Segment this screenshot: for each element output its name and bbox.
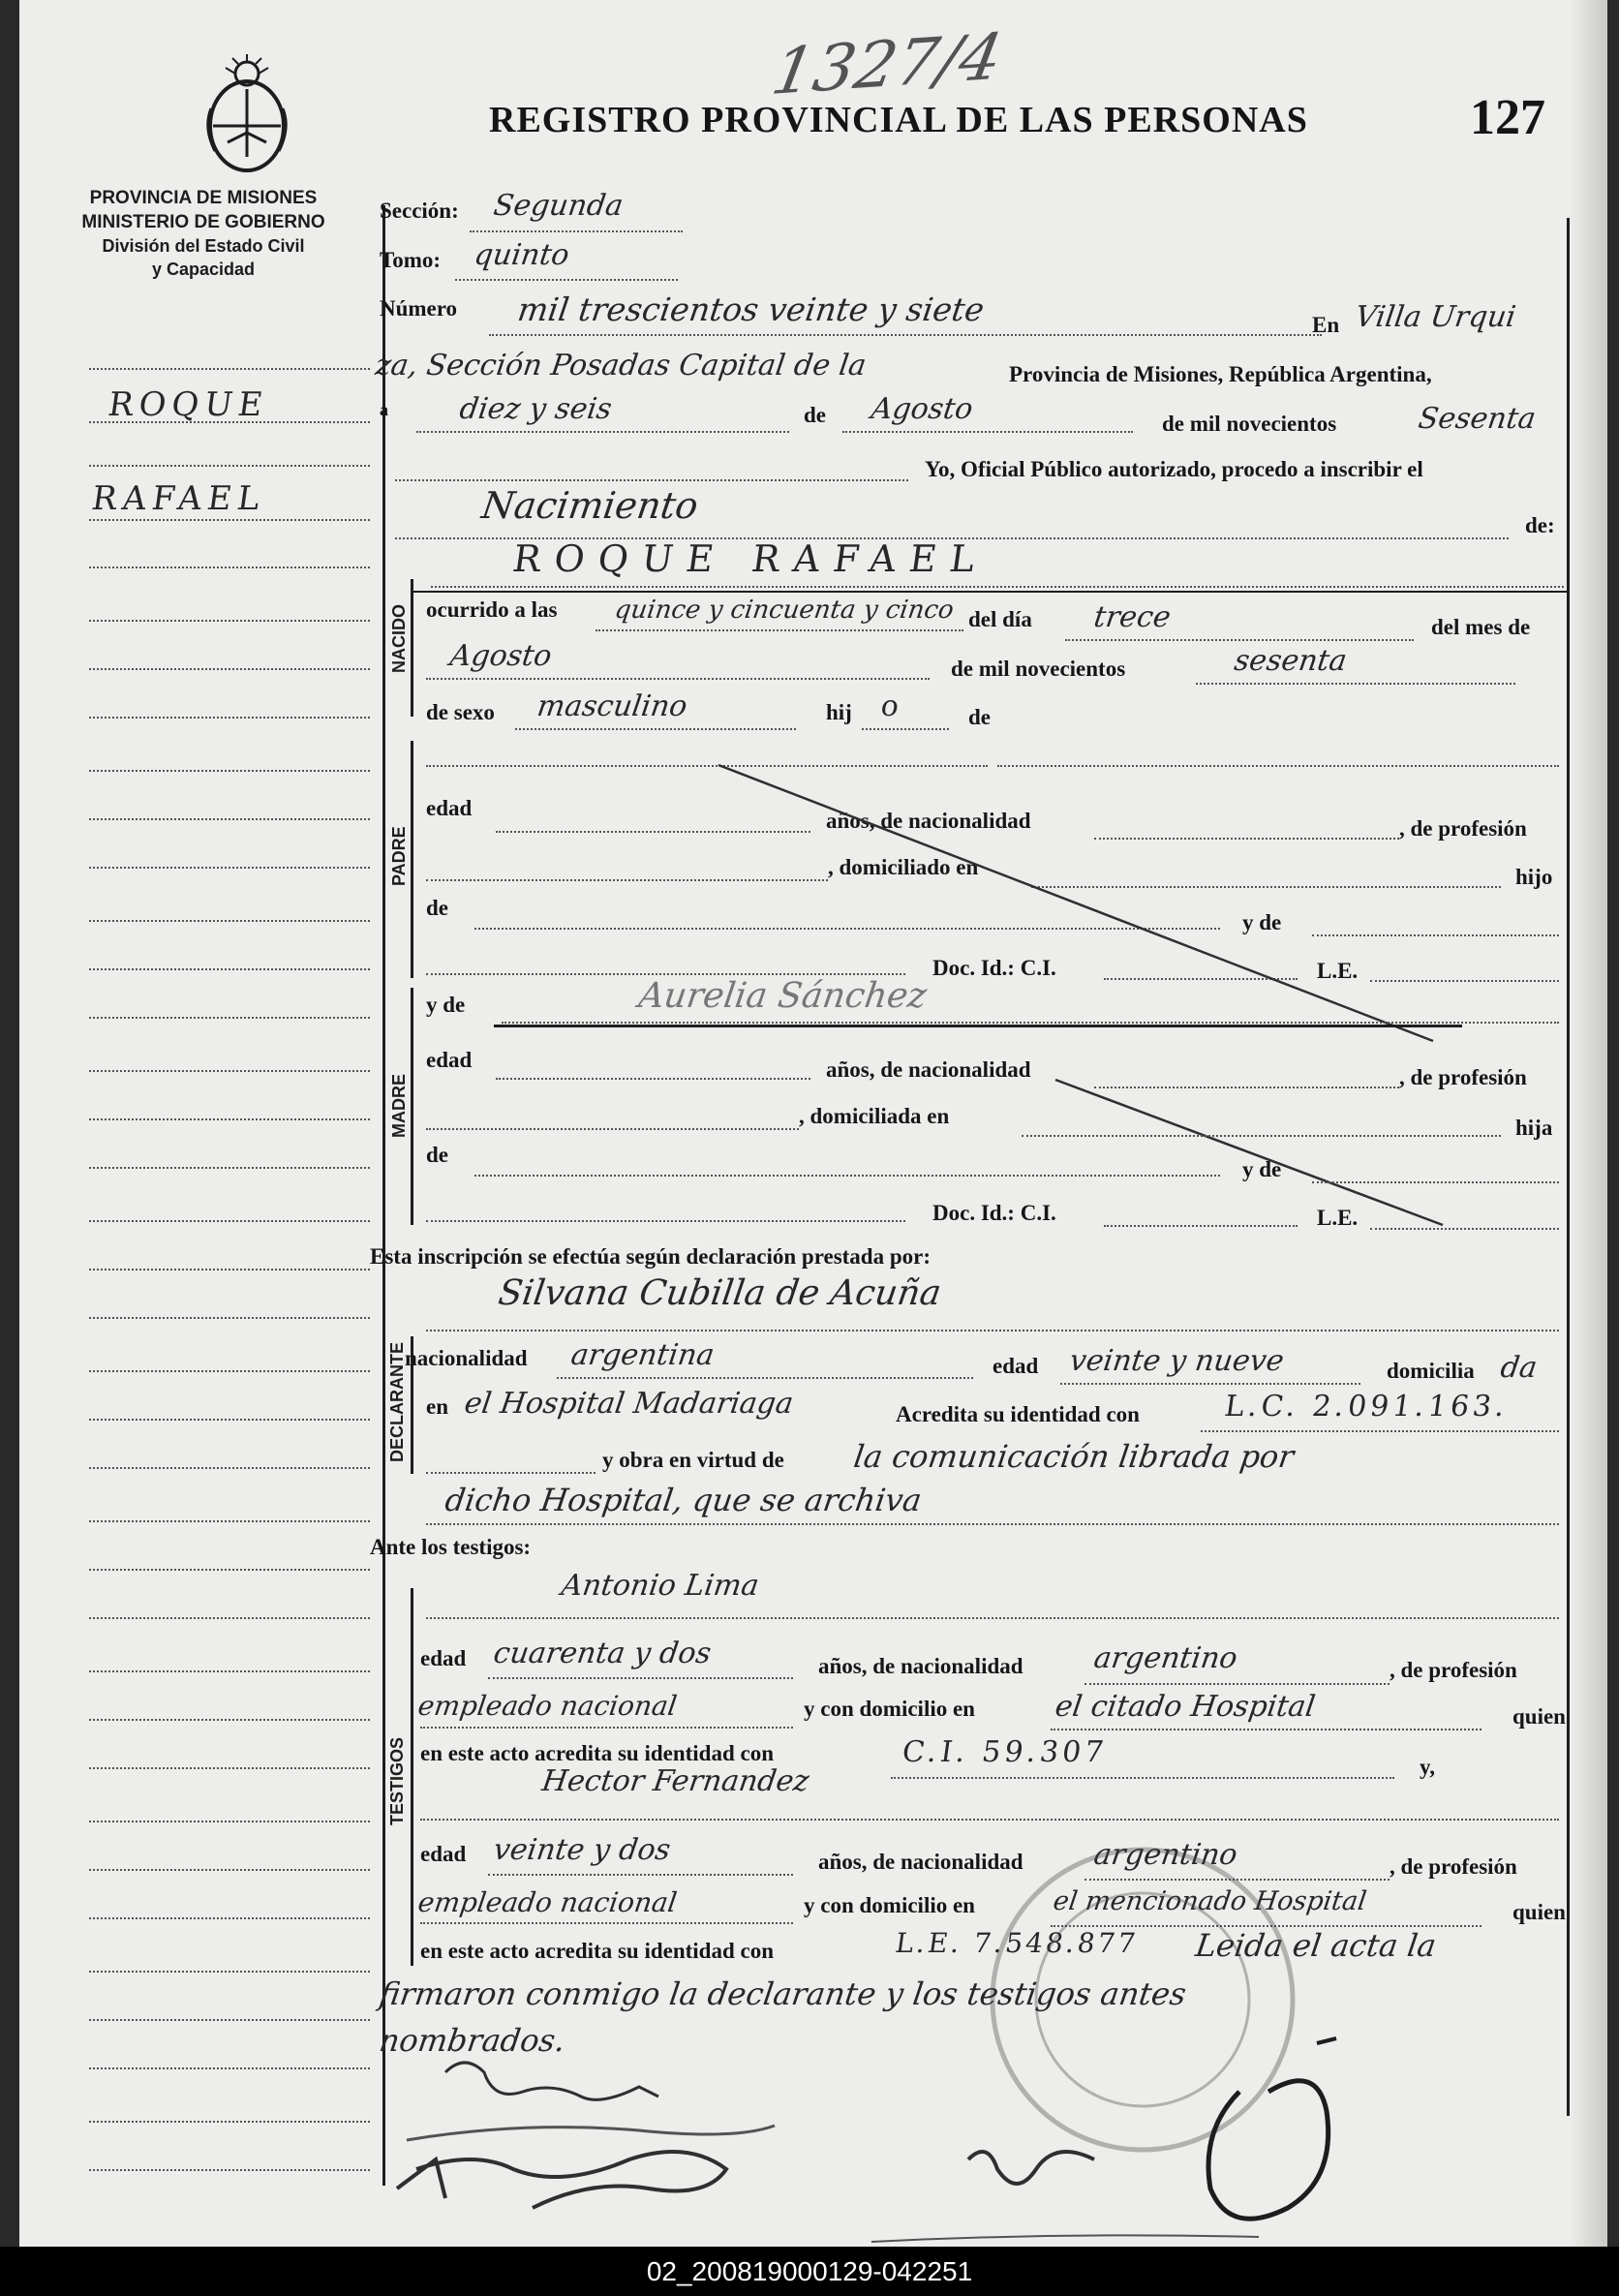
- del-dia-label: del día: [968, 607, 1032, 631]
- tab-padre: PADRE: [389, 826, 409, 886]
- lugar-value: Villa Urqui: [1353, 300, 1518, 334]
- tab-declarante: DECLARANTE: [387, 1342, 407, 1462]
- nacido-dia-value: trece: [1091, 600, 1174, 634]
- a-label: a: [380, 400, 388, 419]
- mes-value: Agosto: [869, 392, 975, 426]
- padre-profesion-label: , de profesión: [1399, 816, 1527, 841]
- de2-label: de:: [1525, 513, 1555, 537]
- numero-value: mil trescientos veinte y siete: [515, 291, 987, 328]
- oficial-text: Yo, Oficial Público autorizado, procedo a inscribir el: [925, 457, 1423, 481]
- t1-domicilio-label: y con domicilio en: [804, 1697, 975, 1721]
- declarante-documento: L.C. 2.091.163.: [1222, 1390, 1512, 1424]
- nombre-value: ROQUE RAFAEL: [509, 537, 992, 580]
- de-label: de: [804, 403, 826, 427]
- provincia-text: Provincia de Misiones, República Argentina,: [1009, 362, 1432, 386]
- madre-profesion-label: , de profesión: [1399, 1065, 1527, 1089]
- domicilia-label: domicilia: [1387, 1359, 1475, 1383]
- ocurrido-label: ocurrido a las: [426, 597, 558, 622]
- numero-label: Número: [380, 296, 458, 321]
- page-title: REGISTRO PROVINCIAL DE LAS PERSONAS: [489, 100, 1308, 140]
- declarante-intro: Esta inscripción se efectúa según declaración prestada por:: [370, 1244, 932, 1269]
- sexo-value: masculino: [535, 689, 689, 723]
- acto-value: Nacimiento: [478, 484, 701, 527]
- anio-value: Sesenta: [1416, 402, 1539, 436]
- t2-anios-label: años, de nacionalidad: [818, 1850, 1023, 1874]
- padre-le-label: L.E.: [1317, 959, 1359, 983]
- firmaron-text: firmaron conmigo la declarante y los testigos antes: [377, 1975, 1189, 2012]
- t2-acredita-label: en este acto acredita su identidad con: [420, 1939, 775, 1963]
- folio-number: 127: [1470, 90, 1545, 145]
- testigo1-domicilio: el citado Hospital: [1053, 1690, 1318, 1724]
- t2-quien-label: quien: [1512, 1900, 1566, 1924]
- t1-quien-label: quien: [1512, 1704, 1566, 1729]
- padre-hijo-label: hijo: [1515, 865, 1553, 889]
- declarante-nacionalidad: argentina: [568, 1338, 717, 1372]
- ministry-line-2: MINISTERIO DE GOBIERNO: [81, 212, 325, 232]
- madre-y-de2-label: y de: [1242, 1157, 1282, 1181]
- madre-doc-label: Doc. Id.: C.I.: [932, 1201, 1056, 1225]
- del-mes-label: del mes de: [1431, 615, 1531, 639]
- handwritten-number: 1327/4: [766, 18, 1008, 110]
- testigo2-nacionalidad: argentino: [1091, 1838, 1240, 1872]
- padre-anios-label: años, de nacionalidad: [826, 809, 1031, 833]
- testigo2-domicilio: el mencionado Hospital: [1051, 1886, 1369, 1916]
- testigo2-documento: L.E. 7.548.877: [893, 1927, 1141, 1959]
- declarante-edad: veinte y nueve: [1067, 1344, 1287, 1378]
- seccion-value: Segunda: [491, 189, 626, 223]
- testigo1-profesion: empleado nacional: [415, 1690, 680, 1722]
- tab-testigos: TESTIGOS: [387, 1736, 407, 1825]
- sexo-label: de sexo: [426, 700, 495, 724]
- tomo-label: Tomo:: [380, 248, 442, 272]
- madre-y-de-label: y de: [426, 993, 466, 1017]
- t1-acredita-label: en este acto acredita su identidad con: [420, 1741, 775, 1765]
- madre-hija-label: hija: [1515, 1116, 1553, 1140]
- anio-label: de mil novecientos: [1162, 412, 1337, 436]
- padre-edad-label: edad: [426, 796, 473, 820]
- declarante-nombre: Silvana Cubilla de Acuña: [496, 1273, 944, 1313]
- padre-domiciliado-label: , domiciliado en: [828, 855, 979, 879]
- t1-profesion-label: , de profesión: [1390, 1658, 1517, 1682]
- signatures: [387, 2034, 1619, 2266]
- t1-anios-label: años, de nacionalidad: [818, 1654, 1023, 1678]
- ministry-line-1: PROVINCIA DE MISIONES: [89, 188, 318, 208]
- testigo1-nombre: Antonio Lima: [559, 1569, 761, 1603]
- tab-madre: MADRE: [389, 1074, 409, 1138]
- t2-domicilio-label: y con domicilio en: [804, 1893, 975, 1917]
- leida-text: Leida el acta la: [1193, 1927, 1439, 1964]
- nacido-mes-value: Agosto: [447, 639, 554, 673]
- testigo2-edad: veinte y dos: [491, 1833, 673, 1867]
- hora-value: quince y cincuenta y cinco: [612, 596, 956, 625]
- virtud-value: la comunicación librada por: [851, 1438, 1297, 1475]
- testigo1-edad: cuarenta y dos: [491, 1637, 714, 1670]
- nombrados-text: nombrados.: [377, 2022, 568, 2059]
- image-id-strip: 02_200819000129-042251: [0, 2247, 1619, 2296]
- testigo2-nombre: Hector Fernandez: [539, 1764, 811, 1798]
- en-label: En: [1312, 313, 1340, 337]
- dia-value: diez y seis: [457, 392, 614, 426]
- ministry-line-4: y Capacidad: [151, 260, 256, 279]
- t2-profesion-label: , de profesión: [1390, 1854, 1517, 1879]
- ministry-line-3: División del Estado Civil: [102, 236, 305, 256]
- declarante-domicilio: el Hospital Madariaga: [462, 1387, 796, 1421]
- margin-name-2: RAFAEL: [89, 479, 268, 518]
- madre-domiciliada-label: , domiciliada en: [799, 1104, 950, 1128]
- testigos-intro: Ante los testigos:: [370, 1535, 532, 1559]
- virtud-cont: dicho Hospital, que se archiva: [443, 1482, 925, 1518]
- virtud-label: y obra en virtud de: [602, 1448, 784, 1472]
- tomo-value: quinto: [472, 238, 572, 272]
- madre-anios-label: años, de nacionalidad: [826, 1057, 1031, 1082]
- padre-doc-label: Doc. Id.: C.I.: [932, 956, 1056, 980]
- t1-edad-label: edad: [420, 1646, 467, 1670]
- nacido-anio-label: de mil novecientos: [951, 657, 1126, 681]
- madre-edad-label: edad: [426, 1048, 473, 1072]
- seccion-label: Sección:: [380, 199, 459, 223]
- margin-name-1: ROQUE: [106, 385, 271, 424]
- madre-de-label: de: [426, 1143, 448, 1167]
- t1-y-label: y,: [1420, 1755, 1435, 1779]
- declarante-en-label: en: [426, 1394, 448, 1419]
- domicilia-suffix: da: [1498, 1351, 1540, 1385]
- padre-y-de-label: y de: [1242, 910, 1282, 934]
- declarante-edad-label: edad: [993, 1354, 1039, 1378]
- nacionalidad-label: nacionalidad: [405, 1346, 528, 1370]
- testigo1-documento: C.I. 59.307: [900, 1735, 1110, 1769]
- testigo1-nacionalidad: argentino: [1091, 1641, 1240, 1675]
- madre-le-label: L.E.: [1317, 1206, 1359, 1230]
- nacido-de-label: de: [968, 705, 991, 729]
- lugar-cont: za, Sección Posadas Capital de la: [373, 349, 869, 383]
- tab-nacido: NACIDO: [389, 604, 409, 673]
- hij-suffix: o: [878, 689, 901, 723]
- madre-nombre: Aurelia Sánchez: [636, 976, 930, 1016]
- testigo2-profesion: empleado nacional: [415, 1886, 680, 1918]
- acredita-label: Acredita su identidad con: [896, 1402, 1140, 1426]
- padre-de-label: de: [426, 896, 448, 920]
- document-page: [19, 0, 1607, 2247]
- hij-label: hij: [826, 700, 852, 724]
- nacido-anio-value: sesenta: [1232, 644, 1350, 678]
- t2-edad-label: edad: [420, 1842, 467, 1866]
